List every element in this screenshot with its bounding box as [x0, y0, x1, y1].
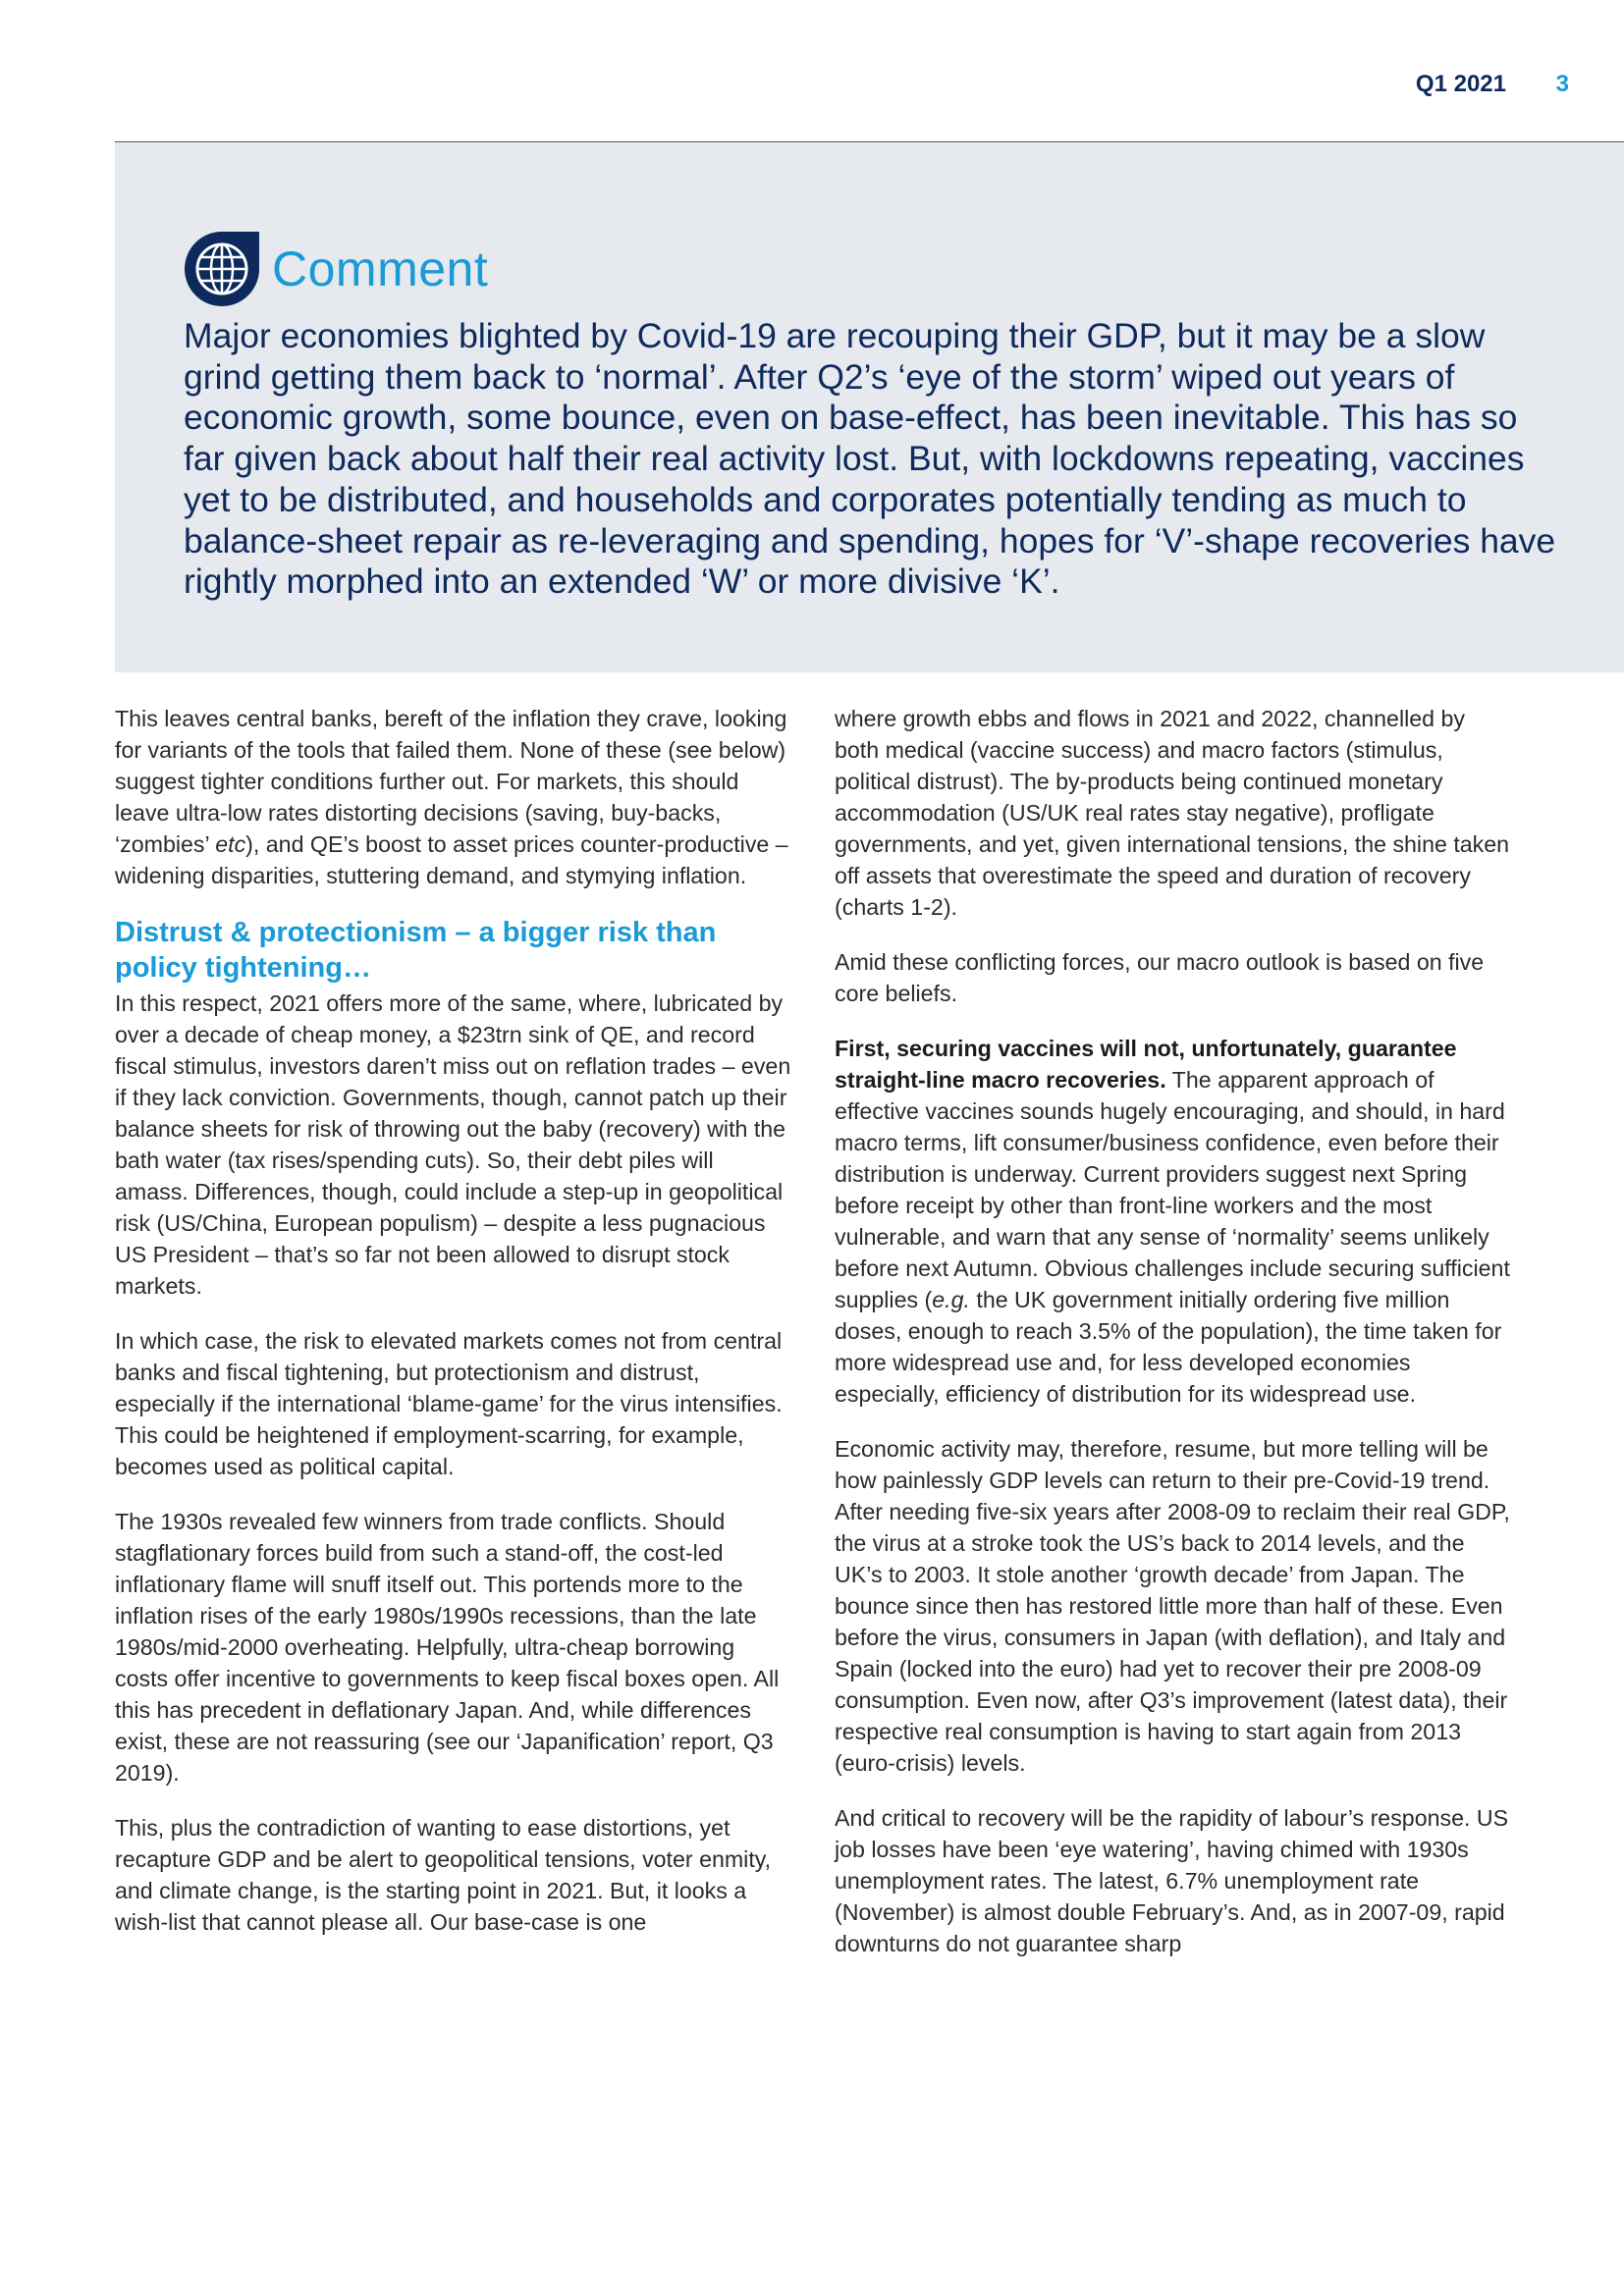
- paragraph: Amid these conflicting forces, our macro outlook is based on five core beliefs.: [835, 949, 1485, 1006]
- text-run: This leaves central banks, bereft of the inflation they crave, looking for variants of the tools that failed them. None of these (see below) suggest tighter conditions further out. For markets, this should leave ultra-low rates distorting decisions (saving, buy-backs, ‘zombies’: [115, 706, 787, 857]
- left-column: [115, 703, 792, 1961]
- paragraph: In which case, the risk to elevated markets comes not from central banks and fiscal tightening, but protectionism and distrust, especially if the international ‘blame-game’ for the virus intensifies. This could be heightened if employment-scarring, for example, becomes used as political capital.: [115, 1328, 783, 1479]
- italic-text: etc: [215, 831, 246, 857]
- text-run: the UK government initially ordering five million doses, enough to reach 3.5% of the population), the time taken for more widespread use and, for less developed economies especially, efficiency of distribution for its widespread use.: [835, 1287, 1502, 1407]
- paragraph: Economic activity may, therefore, resume, but more telling will be how painlessly GDP levels can return to their pre-Covid-19 trend. After needing five-six years after 2008-09 to reclaim their real GDP, the virus at a stroke took the US’s back to 2014 levels, and the UK’s to 2003. It stole another ‘growth decade’ from Japan. The bounce since then has restored little more than half of these. Even before the virus, consumers in Japan (with deflation), and Italy and Spain (locked into the euro) had yet to recover their pre 2008-09 consumption. Even now, after Q3’s improvement (latest data), their respective real consumption is having to start again from 2013 (euro-crisis) levels.: [835, 1436, 1510, 1776]
- report-quarter: Q1 2021: [1415, 71, 1506, 97]
- paragraph: In this respect, 2021 offers more of the same, where, lubricated by over a decade of cheap money, a $23trn sink of QE, and record fiscal stimulus, investors daren’t miss out on reflation trades – even if they lack conviction. Governments, though, cannot patch up their balance sheets for risk of throwing out the baby (recovery) with the bath water (tax rises/spending cuts). So, their debt piles will amass. Differences, though, could include a step-up in geopolitical risk (US/China, European populism) – despite a less pugnacious US President – that’s so far not been allowed to disrupt stock markets.: [115, 990, 791, 1299]
- paragraph: The 1930s revealed few winners from trade conflicts. Should stagflationary forces build from such a stand-off, the cost-led inflationary flame will snuff itself out. This portends more to the inflation rises of the early 1980s/1990s recessions, than the late 1980s/mid-2000 overheating. Helpfully, ultra-cheap borrowing costs offer incentive to governments to keep fiscal boxes open. All this has precedent in deflationary Japan. And, while differences exist, these are not reassuring (see our ‘Japanification’ report, Q3 2019).: [115, 1509, 780, 1786]
- paragraph: And critical to recovery will be the rapidity of labour’s response. US job losses have been ‘eye watering’, having chimed with 1930s unemployment rates. The latest, 6.7% unemployment rate (November) is almost double February’s. And, as in 2007-09, rapid downturns do not guarantee sharp: [835, 1805, 1509, 1956]
- paragraph: where growth ebbs and flows in 2021 and 2022, channelled by both medical (vaccine success) and macro factors (stimulus, political distrust). The by-products being continued monetary accommodation (US/UK real rates stay negative), profligate governments, and yet, given international tensions, the shine taken off assets that overestimate the speed and duration of recovery (charts 1-2).: [835, 706, 1510, 920]
- globe-icon: [182, 229, 262, 309]
- comment-summary: Major economies blighted by Covid-19 are recouping their GDP, but it may be a slow grind getting them back to ‘normal’. After Q2’s ‘eye of the storm’ wiped out years of economic growth, some bounce, even on base-effect, has been inevitable. This has so far given back about half their real activity lost. But, with lockdowns repeating, vaccines yet to be distributed, and households and corporates potentially tending as much to balance-sheet repair as re-leveraging and spending, hopes for ‘V’-shape recoveries have rightly morphed into an extended ‘W’ or more divisive ‘K’.: [184, 316, 1556, 602]
- text-run: The apparent approach of effective vaccines sounds hugely encouraging, and should, in hard macro terms, lift consumer/business confidence, even before their distribution is underway. Current providers suggest next Spring before receipt by other than front-line workers and the most vulnerable, and warn that any sense of ‘normality’ seems unlikely before next Autumn. Obvious challenges include securing sufficient supplies (: [835, 1067, 1510, 1312]
- italic-text: e.g.: [932, 1287, 970, 1312]
- comment-title: Comment: [272, 241, 489, 296]
- page-number: 3: [1555, 71, 1569, 97]
- text-run: ), and QE’s boost to asset prices counter-productive – widening disparities, stuttering demand, and stymying inflation.: [115, 831, 788, 888]
- page-header: [0, 71, 1624, 100]
- paragraph: [115, 703, 792, 891]
- lead-in-text: First, securing vaccines will not, unfortunately, guarantee straight-line macro recoveries.: [835, 1036, 1457, 1093]
- paragraph: This, plus the contradiction of wanting to ease distortions, yet recapture GDP and be alert to geopolitical tensions, voter enmity, and climate change, is the starting point in 2021. But, it looks a wish-list that cannot please all. Our base-case is one: [115, 1815, 772, 1935]
- paragraph: [835, 1033, 1512, 1410]
- section-heading: Distrust & protectionism – a bigger risk than policy tightening…: [115, 917, 717, 984]
- right-column: [835, 703, 1512, 1983]
- comment-panel: [115, 142, 1624, 672]
